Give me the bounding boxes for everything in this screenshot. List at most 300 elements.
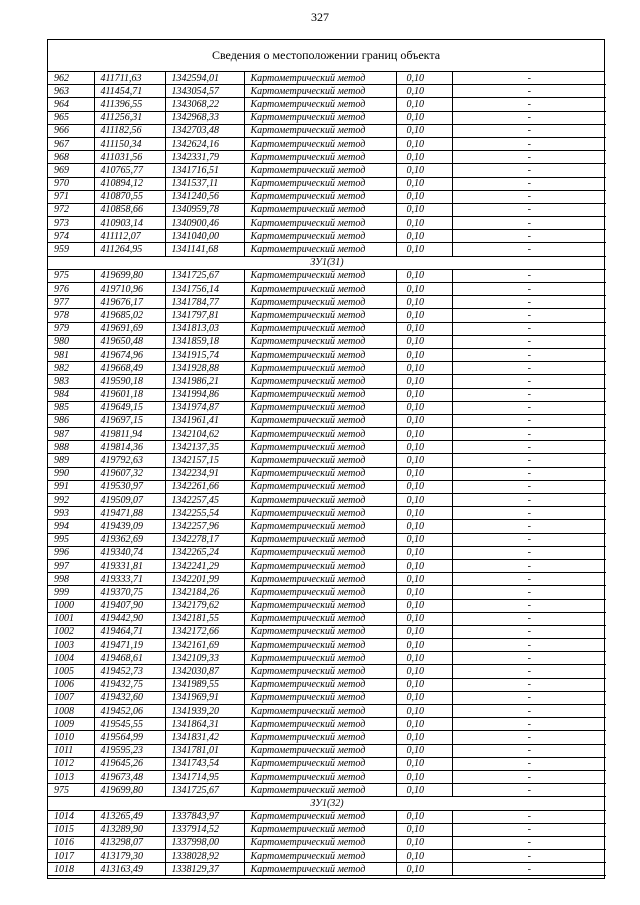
description-cell: - — [452, 480, 606, 493]
table-row — [48, 678, 606, 691]
y-coordinate-cell: 1337914,52 — [165, 823, 244, 836]
table-row — [48, 269, 606, 282]
description-cell: - — [452, 573, 606, 586]
description-cell: - — [452, 454, 606, 467]
point-number-cell: 983 — [48, 375, 94, 388]
method-cell: Картометрический метод — [244, 823, 396, 836]
method-cell: Картометрический метод — [244, 639, 396, 652]
x-coordinate-cell: 411454,71 — [94, 85, 165, 98]
description-cell: - — [452, 203, 606, 216]
y-coordinate-cell: 1341989,55 — [165, 678, 244, 691]
point-number-cell: 968 — [48, 151, 94, 164]
table-row — [48, 863, 606, 876]
accuracy-cell: 0,10 — [396, 744, 452, 757]
y-coordinate-cell: 1337998,00 — [165, 836, 244, 849]
x-coordinate-cell: 410858,66 — [94, 203, 165, 216]
point-number-cell: 1012 — [48, 757, 94, 770]
section-label: ЗУ1(32) — [48, 797, 606, 810]
accuracy-cell: 0,10 — [396, 612, 452, 625]
table-row — [48, 151, 606, 164]
accuracy-cell: 0,10 — [396, 810, 452, 823]
table-row — [48, 480, 606, 493]
x-coordinate-cell: 419468,61 — [94, 652, 165, 665]
method-cell: Картометрический метод — [244, 678, 396, 691]
point-number-cell: 966 — [48, 124, 94, 137]
point-number-cell: 979 — [48, 322, 94, 335]
accuracy-cell: 0,10 — [396, 414, 452, 427]
x-coordinate-cell: 410765,77 — [94, 164, 165, 177]
accuracy-cell: 0,10 — [396, 467, 452, 480]
point-number-cell: 1008 — [48, 705, 94, 718]
point-number-cell: 982 — [48, 362, 94, 375]
description-cell: - — [452, 190, 606, 203]
x-coordinate-cell: 411264,95 — [94, 243, 165, 256]
accuracy-cell: 0,10 — [396, 190, 452, 203]
description-cell: - — [452, 520, 606, 533]
point-number-cell: 962 — [48, 72, 94, 85]
method-cell: Картометрический метод — [244, 770, 396, 783]
description-cell: - — [452, 85, 606, 98]
accuracy-cell: 0,10 — [396, 72, 452, 85]
point-number-cell: 978 — [48, 309, 94, 322]
table-row — [48, 454, 606, 467]
table-row — [48, 520, 606, 533]
accuracy-cell: 0,10 — [396, 784, 452, 797]
method-cell: Картометрический метод — [244, 533, 396, 546]
accuracy-cell: 0,10 — [396, 98, 452, 111]
description-cell: - — [452, 428, 606, 441]
description-cell: - — [452, 665, 606, 678]
x-coordinate-cell: 419464,71 — [94, 625, 165, 638]
point-number-cell: 998 — [48, 573, 94, 586]
point-number-cell: 993 — [48, 507, 94, 520]
table-row — [48, 810, 606, 823]
method-cell: Картометрический метод — [244, 362, 396, 375]
coordinates-table — [48, 72, 606, 876]
table-row — [48, 388, 606, 401]
point-number-cell: 997 — [48, 559, 94, 572]
method-cell: Картометрический метод — [244, 573, 396, 586]
x-coordinate-cell: 419595,23 — [94, 744, 165, 757]
description-cell: - — [452, 362, 606, 375]
coordinates-table-frame — [47, 39, 605, 879]
y-coordinate-cell: 1342703,48 — [165, 124, 244, 137]
accuracy-cell: 0,10 — [396, 283, 452, 296]
description-cell: - — [452, 177, 606, 190]
y-coordinate-cell: 1341725,67 — [165, 269, 244, 282]
point-number-cell: 994 — [48, 520, 94, 533]
accuracy-cell: 0,10 — [396, 863, 452, 876]
y-coordinate-cell: 1341141,68 — [165, 243, 244, 256]
method-cell: Картометрический метод — [244, 520, 396, 533]
y-coordinate-cell: 1341756,14 — [165, 283, 244, 296]
point-number-cell: 964 — [48, 98, 94, 111]
method-cell: Картометрический метод — [244, 757, 396, 770]
accuracy-cell: 0,10 — [396, 85, 452, 98]
y-coordinate-cell: 1342257,45 — [165, 494, 244, 507]
method-cell: Картометрический метод — [244, 137, 396, 150]
method-cell: Картометрический метод — [244, 494, 396, 507]
table-row — [48, 718, 606, 731]
x-coordinate-cell: 419432,75 — [94, 678, 165, 691]
table-row — [48, 190, 606, 203]
table-row — [48, 731, 606, 744]
x-coordinate-cell: 411150,34 — [94, 137, 165, 150]
x-coordinate-cell: 410894,12 — [94, 177, 165, 190]
table-row — [48, 348, 606, 361]
description-cell: - — [452, 335, 606, 348]
method-cell: Картометрический метод — [244, 599, 396, 612]
x-coordinate-cell: 419607,32 — [94, 467, 165, 480]
method-cell: Картометрический метод — [244, 98, 396, 111]
x-coordinate-cell: 419676,17 — [94, 296, 165, 309]
description-cell: - — [452, 744, 606, 757]
accuracy-cell: 0,10 — [396, 823, 452, 836]
x-coordinate-cell: 419645,26 — [94, 757, 165, 770]
accuracy-cell: 0,10 — [396, 480, 452, 493]
x-coordinate-cell: 419432,60 — [94, 691, 165, 704]
method-cell: Картометрический метод — [244, 480, 396, 493]
description-cell: - — [452, 823, 606, 836]
point-number-cell: 970 — [48, 177, 94, 190]
table-row — [48, 744, 606, 757]
section-row — [48, 797, 606, 810]
description-cell: - — [452, 137, 606, 150]
x-coordinate-cell: 419452,06 — [94, 705, 165, 718]
y-coordinate-cell: 1342179,62 — [165, 599, 244, 612]
description-cell: - — [452, 678, 606, 691]
method-cell: Картометрический метод — [244, 85, 396, 98]
accuracy-cell: 0,10 — [396, 520, 452, 533]
y-coordinate-cell: 1341240,56 — [165, 190, 244, 203]
table-row — [48, 573, 606, 586]
y-coordinate-cell: 1342255,54 — [165, 507, 244, 520]
y-coordinate-cell: 1341928,88 — [165, 362, 244, 375]
accuracy-cell: 0,10 — [396, 243, 452, 256]
point-number-cell: 1002 — [48, 625, 94, 638]
description-cell: - — [452, 414, 606, 427]
point-number-cell: 1015 — [48, 823, 94, 836]
description-cell: - — [452, 467, 606, 480]
point-number-cell: 999 — [48, 586, 94, 599]
description-cell: - — [452, 652, 606, 665]
x-coordinate-cell: 419452,73 — [94, 665, 165, 678]
point-number-cell: 1016 — [48, 836, 94, 849]
table-row — [48, 441, 606, 454]
description-cell: - — [452, 309, 606, 322]
x-coordinate-cell: 419697,15 — [94, 414, 165, 427]
page-number: 327 — [311, 10, 329, 24]
method-cell: Картометрический метод — [244, 283, 396, 296]
point-number-cell: 967 — [48, 137, 94, 150]
description-cell: - — [452, 718, 606, 731]
point-number-cell: 1003 — [48, 639, 94, 652]
point-number-cell: 965 — [48, 111, 94, 124]
accuracy-cell: 0,10 — [396, 625, 452, 638]
y-coordinate-cell: 1341969,91 — [165, 691, 244, 704]
x-coordinate-cell: 419333,71 — [94, 573, 165, 586]
description-cell: - — [452, 322, 606, 335]
description-cell: - — [452, 757, 606, 770]
accuracy-cell: 0,10 — [396, 322, 452, 335]
table-row — [48, 428, 606, 441]
point-number-cell: 1000 — [48, 599, 94, 612]
description-cell: - — [452, 784, 606, 797]
method-cell: Картометрический метод — [244, 164, 396, 177]
method-cell: Картометрический метод — [244, 784, 396, 797]
point-number-cell: 980 — [48, 335, 94, 348]
accuracy-cell: 0,10 — [396, 691, 452, 704]
x-coordinate-cell: 419471,88 — [94, 507, 165, 520]
description-cell: - — [452, 111, 606, 124]
point-number-cell: 988 — [48, 441, 94, 454]
method-cell: Картометрический метод — [244, 665, 396, 678]
x-coordinate-cell: 419699,80 — [94, 784, 165, 797]
method-cell: Картометрический метод — [244, 691, 396, 704]
y-coordinate-cell: 1340900,46 — [165, 217, 244, 230]
table-row — [48, 586, 606, 599]
table-row — [48, 705, 606, 718]
method-cell: Картометрический метод — [244, 177, 396, 190]
description-cell: - — [452, 296, 606, 309]
y-coordinate-cell: 1342181,55 — [165, 612, 244, 625]
method-cell: Картометрический метод — [244, 586, 396, 599]
description-cell: - — [452, 770, 606, 783]
x-coordinate-cell: 419792,63 — [94, 454, 165, 467]
accuracy-cell: 0,10 — [396, 428, 452, 441]
description-cell: - — [452, 863, 606, 876]
y-coordinate-cell: 1342161,69 — [165, 639, 244, 652]
point-number-cell: 974 — [48, 230, 94, 243]
point-number-cell: 985 — [48, 401, 94, 414]
description-cell: - — [452, 494, 606, 507]
accuracy-cell: 0,10 — [396, 836, 452, 849]
x-coordinate-cell: 419811,94 — [94, 428, 165, 441]
description-cell: - — [452, 269, 606, 282]
description-cell: - — [452, 388, 606, 401]
table-row — [48, 836, 606, 849]
x-coordinate-cell: 411182,56 — [94, 124, 165, 137]
y-coordinate-cell: 1341864,31 — [165, 718, 244, 731]
x-coordinate-cell: 419649,15 — [94, 401, 165, 414]
method-cell: Картометрический метод — [244, 850, 396, 863]
method-cell: Картометрический метод — [244, 467, 396, 480]
accuracy-cell: 0,10 — [396, 296, 452, 309]
description-cell: - — [452, 124, 606, 137]
y-coordinate-cell: 1342257,96 — [165, 520, 244, 533]
accuracy-cell: 0,10 — [396, 151, 452, 164]
table-row — [48, 296, 606, 309]
point-number-cell: 972 — [48, 203, 94, 216]
table-row — [48, 625, 606, 638]
point-number-cell: 973 — [48, 217, 94, 230]
table-row — [48, 612, 606, 625]
table-row — [48, 691, 606, 704]
x-coordinate-cell: 411112,07 — [94, 230, 165, 243]
point-number-cell: 1005 — [48, 665, 94, 678]
method-cell: Картометрический метод — [244, 744, 396, 757]
method-cell: Картометрический метод — [244, 217, 396, 230]
y-coordinate-cell: 1341831,42 — [165, 731, 244, 744]
y-coordinate-cell: 1341716,51 — [165, 164, 244, 177]
y-coordinate-cell: 1342968,33 — [165, 111, 244, 124]
description-cell: - — [452, 612, 606, 625]
table-row — [48, 494, 606, 507]
description-cell: - — [452, 705, 606, 718]
y-coordinate-cell: 1341784,77 — [165, 296, 244, 309]
x-coordinate-cell: 419691,69 — [94, 322, 165, 335]
y-coordinate-cell: 1341725,67 — [165, 784, 244, 797]
point-number-cell: 1013 — [48, 770, 94, 783]
table-row — [48, 283, 606, 296]
x-coordinate-cell: 410870,55 — [94, 190, 165, 203]
point-number-cell: 1004 — [48, 652, 94, 665]
accuracy-cell: 0,10 — [396, 573, 452, 586]
table-row — [48, 414, 606, 427]
y-coordinate-cell: 1341714,95 — [165, 770, 244, 783]
method-cell: Картометрический метод — [244, 296, 396, 309]
method-cell: Картометрический метод — [244, 322, 396, 335]
point-number-cell: 1014 — [48, 810, 94, 823]
x-coordinate-cell: 419370,75 — [94, 586, 165, 599]
accuracy-cell: 0,10 — [396, 599, 452, 612]
point-number-cell: 1017 — [48, 850, 94, 863]
y-coordinate-cell: 1342109,33 — [165, 652, 244, 665]
x-coordinate-cell: 419530,97 — [94, 480, 165, 493]
y-coordinate-cell: 1342234,91 — [165, 467, 244, 480]
x-coordinate-cell: 413163,49 — [94, 863, 165, 876]
y-coordinate-cell: 1340959,78 — [165, 203, 244, 216]
method-cell: Картометрический метод — [244, 612, 396, 625]
accuracy-cell: 0,10 — [396, 230, 452, 243]
y-coordinate-cell: 1338028,92 — [165, 850, 244, 863]
y-coordinate-cell: 1342265,24 — [165, 546, 244, 559]
point-number-cell: 989 — [48, 454, 94, 467]
x-coordinate-cell: 413298,07 — [94, 836, 165, 849]
y-coordinate-cell: 1341813,03 — [165, 322, 244, 335]
point-number-cell: 1018 — [48, 863, 94, 876]
x-coordinate-cell: 411396,55 — [94, 98, 165, 111]
y-coordinate-cell: 1342172,66 — [165, 625, 244, 638]
accuracy-cell: 0,10 — [396, 401, 452, 414]
method-cell: Картометрический метод — [244, 414, 396, 427]
accuracy-cell: 0,10 — [396, 559, 452, 572]
point-number-cell: 971 — [48, 190, 94, 203]
table-row — [48, 784, 606, 797]
description-cell: - — [452, 639, 606, 652]
x-coordinate-cell: 411711,63 — [94, 72, 165, 85]
method-cell: Картометрический метод — [244, 348, 396, 361]
section-row — [48, 256, 606, 269]
accuracy-cell: 0,10 — [396, 665, 452, 678]
method-cell: Картометрический метод — [244, 111, 396, 124]
x-coordinate-cell: 419650,48 — [94, 335, 165, 348]
x-coordinate-cell: 419509,07 — [94, 494, 165, 507]
point-number-cell: 975 — [48, 269, 94, 282]
method-cell: Картометрический метод — [244, 203, 396, 216]
point-number-cell: 1001 — [48, 612, 94, 625]
method-cell: Картометрический метод — [244, 243, 396, 256]
point-number-cell: 1011 — [48, 744, 94, 757]
x-coordinate-cell: 413289,90 — [94, 823, 165, 836]
accuracy-cell: 0,10 — [396, 507, 452, 520]
method-cell: Картометрический метод — [244, 731, 396, 744]
table-row — [48, 507, 606, 520]
table-row — [48, 401, 606, 414]
accuracy-cell: 0,10 — [396, 731, 452, 744]
accuracy-cell: 0,10 — [396, 309, 452, 322]
table-row — [48, 98, 606, 111]
description-cell: - — [452, 691, 606, 704]
accuracy-cell: 0,10 — [396, 177, 452, 190]
method-cell: Картометрический метод — [244, 230, 396, 243]
y-coordinate-cell: 1342137,35 — [165, 441, 244, 454]
method-cell: Картометрический метод — [244, 190, 396, 203]
y-coordinate-cell: 1341537,11 — [165, 177, 244, 190]
x-coordinate-cell: 419340,74 — [94, 546, 165, 559]
y-coordinate-cell: 1341994,86 — [165, 388, 244, 401]
y-coordinate-cell: 1343068,22 — [165, 98, 244, 111]
table-row — [48, 309, 606, 322]
x-coordinate-cell: 419331,81 — [94, 559, 165, 572]
accuracy-cell: 0,10 — [396, 586, 452, 599]
y-coordinate-cell: 1341915,74 — [165, 348, 244, 361]
accuracy-cell: 0,10 — [396, 124, 452, 137]
description-cell: - — [452, 546, 606, 559]
table-row — [48, 111, 606, 124]
method-cell: Картометрический метод — [244, 441, 396, 454]
x-coordinate-cell: 413265,49 — [94, 810, 165, 823]
method-cell: Картометрический метод — [244, 72, 396, 85]
description-cell: - — [452, 599, 606, 612]
y-coordinate-cell: 1341743,54 — [165, 757, 244, 770]
point-number-cell: 987 — [48, 428, 94, 441]
table-row — [48, 665, 606, 678]
x-coordinate-cell: 419590,18 — [94, 375, 165, 388]
point-number-cell: 977 — [48, 296, 94, 309]
x-coordinate-cell: 419439,09 — [94, 520, 165, 533]
table-row — [48, 322, 606, 335]
x-coordinate-cell: 419545,55 — [94, 718, 165, 731]
table-row — [48, 652, 606, 665]
accuracy-cell: 0,10 — [396, 203, 452, 216]
point-number-cell: 990 — [48, 467, 94, 480]
x-coordinate-cell: 419471,19 — [94, 639, 165, 652]
method-cell: Картометрический метод — [244, 718, 396, 731]
description-cell: - — [452, 507, 606, 520]
y-coordinate-cell: 1342624,16 — [165, 137, 244, 150]
method-cell: Картометрический метод — [244, 705, 396, 718]
table-row — [48, 757, 606, 770]
accuracy-cell: 0,10 — [396, 441, 452, 454]
y-coordinate-cell: 1341797,81 — [165, 309, 244, 322]
description-cell: - — [452, 836, 606, 849]
accuracy-cell: 0,10 — [396, 770, 452, 783]
table-row — [48, 124, 606, 137]
y-coordinate-cell: 1341974,87 — [165, 401, 244, 414]
method-cell: Картометрический метод — [244, 151, 396, 164]
accuracy-cell: 0,10 — [396, 639, 452, 652]
point-number-cell: 976 — [48, 283, 94, 296]
y-coordinate-cell: 1342201,99 — [165, 573, 244, 586]
table-row — [48, 164, 606, 177]
description-cell: - — [452, 151, 606, 164]
x-coordinate-cell: 411031,56 — [94, 151, 165, 164]
x-coordinate-cell: 419685,02 — [94, 309, 165, 322]
description-cell: - — [452, 559, 606, 572]
accuracy-cell: 0,10 — [396, 362, 452, 375]
table-row — [48, 639, 606, 652]
